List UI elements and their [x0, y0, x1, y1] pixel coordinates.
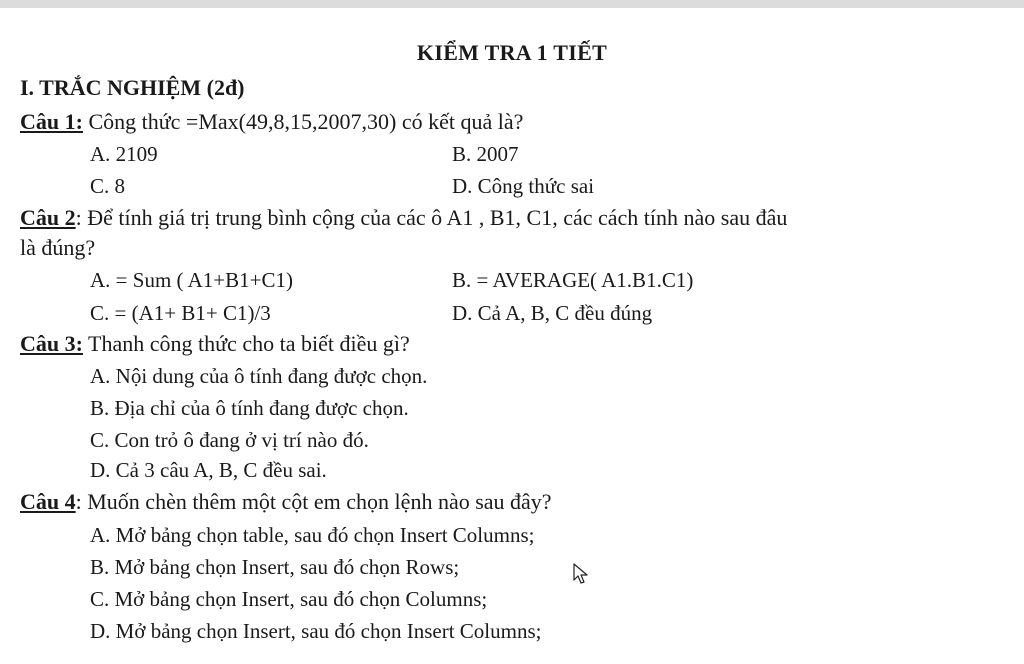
question-4-label: Câu 4: [20, 489, 76, 514]
question-3-option-b: B. Địa chỉ của ô tính đang được chọn.: [90, 396, 409, 420]
question-4-option-a: A. Mở bảng chọn table, sau đó chọn Insert Columns;: [90, 523, 535, 547]
question-4-option-d: D. Mở bảng chọn Insert, sau đó chọn Insert Columns;: [90, 619, 542, 643]
question-4: [20, 489, 552, 515]
question-2-option-d: D. Cả A, B, C đều đúng: [452, 301, 653, 325]
question-4-text: : Muốn chèn thêm một cột em chọn lệnh nào sau đây?: [75, 489, 552, 514]
question-1-text: Công thức =Max(49,8,15,2007,30) có kết quả là?: [82, 109, 524, 134]
question-1-option-c: C. 8: [90, 174, 126, 198]
question-3-option-d: D. Cả 3 câu A, B, C đều sai.: [90, 458, 327, 482]
question-3-option-c: C. Con trỏ ô đang ở vị trí nào đó.: [90, 428, 369, 452]
document-title: KIỂM TRA 1 TIẾT: [416, 40, 608, 65]
question-2-option-a: A. = Sum ( A1+B1+C1): [90, 268, 293, 292]
question-1: [20, 109, 523, 135]
mouse-pointer-icon: [573, 563, 589, 585]
window-top-bar: [0, 0, 1024, 8]
document-page: [0, 8, 1024, 664]
question-2: [20, 205, 787, 231]
question-4-option-c: C. Mở bảng chọn Insert, sau đó chọn Columns;: [90, 587, 488, 611]
question-1-option-a: A. 2109: [90, 142, 158, 166]
section-heading: I. TRẮC NGHIỆM (2đ): [20, 75, 245, 100]
question-1-option-d: D. Công thức sai: [452, 174, 595, 198]
question-3-label: Câu 3:: [20, 331, 83, 356]
question-2-option-b: B. = AVERAGE( A1.B1.C1): [452, 268, 694, 292]
question-2-text: : Để tính giá trị trung bình cộng của các ô A1 , B1, C1, các cách tính nào sau đâu: [75, 205, 788, 230]
question-2-text-continued: là đúng?: [20, 235, 96, 260]
question-1-label: Câu 1:: [20, 109, 83, 134]
question-2-option-c: C. = (A1+ B1+ C1)/3: [90, 301, 271, 325]
question-4-option-b: B. Mở bảng chọn Insert, sau đó chọn Rows;: [90, 555, 460, 579]
question-3-text: Thanh công thức cho ta biết điều gì?: [82, 331, 410, 356]
question-2-label: Câu 2: [20, 205, 76, 230]
question-3: [20, 331, 410, 357]
question-1-option-b: B. 2007: [452, 142, 519, 166]
question-3-option-a: A. Nội dung của ô tính đang được chọn.: [90, 364, 428, 388]
